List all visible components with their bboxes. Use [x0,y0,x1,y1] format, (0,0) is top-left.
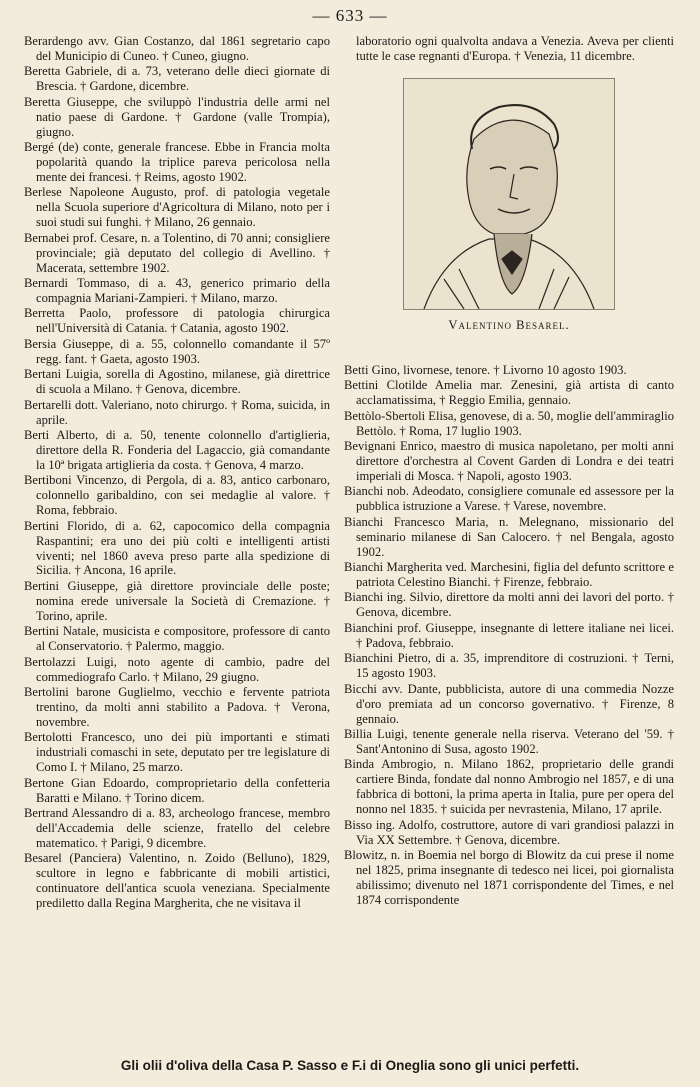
entry: Bisso ing. Adolfo, costruttore, autore di vari grandiosi palazzi in Via XX Settembre. † Genova, dicembre. [344,817,674,847]
entry: Betti Gino, livornese, tenore. † Livorno 10 agosto 1903. [344,362,627,377]
entry: Bettòlo-Sbertoli Elisa, genovese, di a. 50, moglie dell'ammiraglio Bettòlo. † Roma, 17 luglio 1903. [344,408,674,438]
page-number: — 633 — [312,6,388,25]
right-column [344,34,674,908]
advertisement-footer: Gli olii d'oliva della Casa P. Sasso e F.i di Oneglia sono gli unici perfetti. [120,1058,580,1073]
entry: Beretta Giuseppe, che sviluppò l'industria delle armi nel natio paese di Gardone. † Gardone (valle Trompia), giugno. [24,94,330,139]
entry: Berlese Napoleone Augusto, prof. di patologia vegetale nella Scuola superiore d'Agricoltura di Milano, noto per i suoi studi sui funghi. † Milano, 26 gennaio. [24,185,330,230]
left-column [24,34,330,912]
entry: Bertarelli dott. Valeriano, noto chirurgo. † Roma, suicida, in aprile. [24,397,330,427]
entry: Bianchi ing. Silvio, direttore da molti anni dei lavori del porto. † Genova, dicembre. [344,590,674,620]
entry: Bertrand Alessandro di a. 83, archeologo francese, membro dell'Accademia delle scienze, fratello del celebre matematico. † Parigi, 9 dicembre. [24,806,330,850]
entry-continuation: laboratorio ogni qualvolta andava a Venezia. Aveva per clienti tutte le case regnanti d'Europa. † Venezia, 11 dicembre. [356,34,674,63]
entry: Blowitz, n. in Boemia nel borgo di Blowitz da cui prese il nome nel 1825, prima insegnante di tedesco nei licei, poi giornalista abilissimo; divenuto nel 1871 corrispondente del Times, e nel 1874 corrispondente [344,848,674,907]
entry: Bertolazzi Luigi, noto agente di cambio, padre del commediografo Carlo. † Milano, 29 giugno. [24,654,330,684]
entry: Berretta Paolo, professore di patologia chirurgica nell'Università di Catania. † Catania, agosto 1902. [24,306,330,336]
entry: Bertiboni Vincenzo, di Pergola, di a. 83, antico carbonaro, colonnello garibaldino, con sei medaglie al valore. † Roma, febbraio. [24,473,330,518]
portrait-engraving [403,78,615,310]
entry: Bernardi Tommaso, di a. 43, generico primario della compagnia Mariani-Zampieri. † Milano, marzo. [24,276,330,305]
entry: Bertini Florido, di a. 62, capocomico della compagnia Raspantini; era uno dei più colti e intelligenti artisti viventi; nel 1860 aveva preso parte alla spedizione di Sicilia. † Ancona, 16 aprile. [24,518,330,578]
entry: Bianchini prof. Giuseppe, insegnante di lettere italiane nei licei. † Padova, febbraio. [344,620,674,650]
portrait-caption: Valentino Besarel. [448,317,570,332]
entry: Bertini Natale, musicista e compositore, professore di canto al Conservatorio. † Palermo, maggio. [24,624,330,654]
entry: Bertolini barone Guglielmo, vecchio e fervente patriota trentino, da molti anni stabilito a Padova. † Verona, novembre. [24,685,330,729]
entry: Besarel (Panciera) Valentino, n. Zoido (Belluno), 1829, scultore in legno e fabbricante di mobili artistici, continuatore dell'antica scuola veneziana. Specialmente prediletto dalla Regina Margherita, che ne visitava il [24,851,330,911]
entry: Billia Luigi, tenente generale nella riserva. Veterano del '59. † Sant'Antonino di Susa, agosto 1902. [344,727,674,756]
entry: Bertone Gian Edoardo, comproprietario della confetteria Baratti e Milano. † Torino dicem. [24,775,330,805]
entry: Bersia Giuseppe, di a. 55, colonnello comandante il 57º regg. fant. † Gaeta, agosto 1903. [24,336,330,366]
entry: Bertolotti Francesco, uno dei più importanti e stimati industriali comaschi in sete, deputato per tre legislature di Como I. † Milano, 25 marzo. [24,730,330,775]
entry: Bettini Clotilde Amelia mar. Zenesini, già artista di canto acclamatissima, † Reggio Emilia, gennaio. [344,378,674,408]
entry: Bianchi Margherita ved. Marchesini, figlia del defunto scrittore e patriota Celestino Bianchi. † Firenze, febbraio. [344,560,674,589]
entry: Bertini Giuseppe, già direttore provinciale delle poste; nomina erede universale la Società di Cremazione. † Torino, aprile. [24,578,330,623]
entry: Bevignani Enrico, maestro di musica napoletano, per molti anni direttore d'orchestra al Covent Garden di Londra e dei teatri imperiali di Mosca. † Napoli, agosto 1903. [344,439,674,483]
entry: Bicchi avv. Dante, pubblicista, autore di una commedia Nozze d'oro premiata ad un concorso governativo. † Firenze, 8 gennaio. [344,681,674,726]
entry: Bergé (de) conte, generale francese. Ebbe in Francia molta popolarità quando la triplice pareva pericolosa nella mente dei francesi. † Reims, agosto 1902. [24,140,330,184]
entry: Bianchini Pietro, di a. 35, imprenditore di costruzioni. † Terni, 15 agosto 1903. [344,651,674,681]
portrait-figure [344,78,674,333]
entry: Beretta Gabriele, di a. 73, veterano delle dieci giornate di Brescia. † Gardone, dicembre. [24,64,330,94]
entry: Bernabei prof. Cesare, n. a Tolentino, di 70 anni; consigliere provinciale; già deputato del collegio di Avellino. † Macerata, settembre 1902. [24,230,330,275]
entry: Berti Alberto, di a. 50, tenente colonnello d'artiglieria, direttore della R. Fonderia del Lagaccio, già comandante la 10ª brigata artiglieria da costa. † Genova, 4 marzo. [24,428,330,472]
entry: Bianchi Francesco Maria, n. Melegnano, missionario del seminario milanese di San Calocero. † nel Bengala, agosto 1902. [344,514,674,559]
entry: Berardengo avv. Gian Costanzo, dal 1861 segretario capo del Municipio di Cuneo. † Cuneo, giugno. [24,34,330,63]
entry: Binda Ambrogio, n. Milano 1862, proprietario delle grandi cartiere Binda, fondate dal nonno Ambrogio nel 1857, e di una fabbrica di bottoni, la prima aperta in Italia, pure per opera del nonno nel 1835. † suicida per nevrastenia, Milano, 17 aprile. [344,757,674,817]
entry: Bertani Luigia, sorella di Agostino, milanese, già direttrice di scuola a Milano. † Genova, dicembre. [24,367,330,397]
entry: Bianchi nob. Adeodato, consigliere comunale ed assessore per la pubblica istruzione a Varese. † Varese, novembre. [344,484,674,514]
